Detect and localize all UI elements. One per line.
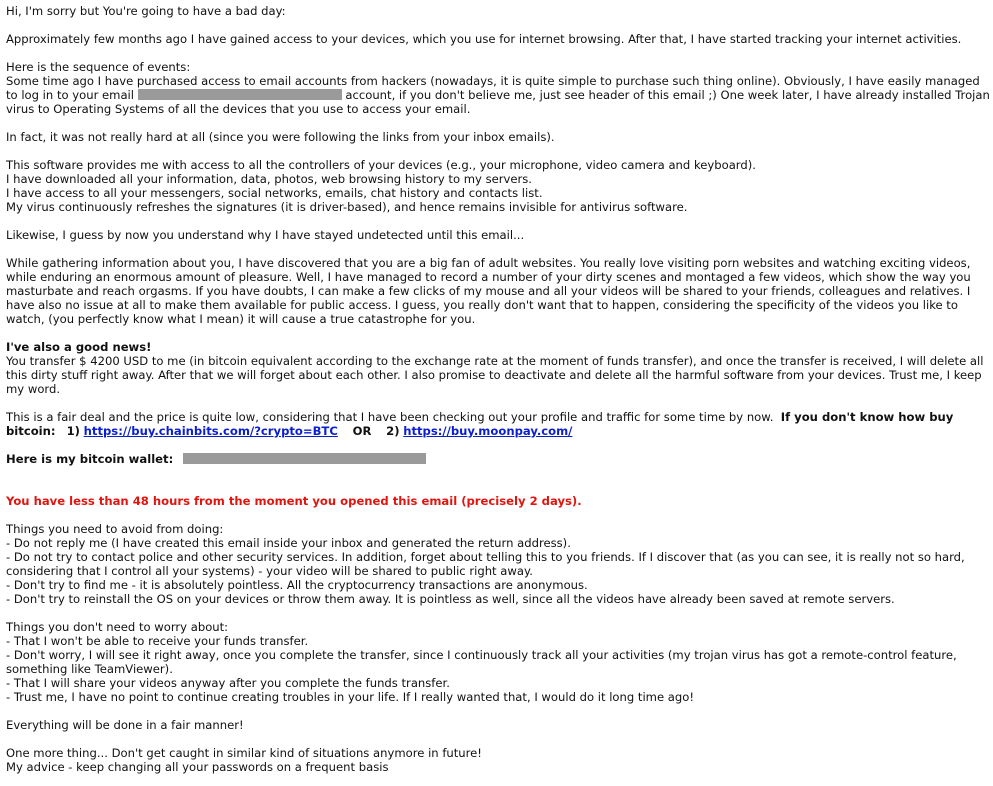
fair-manner-paragraph: Everything will be done in a fair manner! <box>6 718 244 732</box>
avoid-paragraph <box>6 522 990 606</box>
gathering-paragraph: While gathering information about you, I have discovered that you are a big fan of adult websites. You really love visiting porn websites and watching exciting videos, while enduring an enormous amount of pleasure. Well, I have managed to record a number of your dirty scenes and montaged a few videos, which show the way you masturbate and reach orgasms. If you have doubts, I can make a few clicks of my mouse and all your videos will be shared to your friends, colleagues and relatives. I have also no issue at all to make them available for public access. I guess, you really don't want that to happen, considering the specificity of the videos you like to watch, (you perfectly know what I mean) it will cause a true catastrophe for you. <box>6 256 971 326</box>
software-paragraph <box>6 158 990 214</box>
wallet-paragraph <box>6 452 990 466</box>
software-line: I have downloaded all your information, data, photos, web browsing history to my servers. <box>6 172 532 186</box>
closing-paragraph <box>6 746 990 774</box>
no-worry-item: - That I won't be able to receive your funds transfer. <box>6 634 309 648</box>
closing-line: My advice - keep changing all your passwords on a frequent basis <box>6 760 389 774</box>
redacted-wallet-block <box>183 453 426 464</box>
software-line: This software provides me with access to all the controllers of your devices (e.g., your microphone, video camera and keyboard). <box>6 158 756 172</box>
avoid-item: - Do not try to contact police and other security services. In addition, forget about telling this to you friends. If I discover that (as you can see, it is really not so hard, considering that I control all your systems) - your video will be shared to public right away. <box>6 550 965 578</box>
avoid-heading: Things you need to avoid from doing: <box>6 522 224 536</box>
software-line: I have access to all your messengers, social networks, emails, chat history and contacts list. <box>6 186 543 200</box>
option-1-number: 1) <box>66 424 80 438</box>
or-label: OR <box>352 424 372 438</box>
software-line: My virus continuously refreshes the signatures (it is driver-based), and hence remains invisible for antivirus software. <box>6 200 688 214</box>
redacted-email-block <box>138 89 342 100</box>
good-news-paragraph <box>6 340 990 396</box>
no-worry-item: - Don't worry, I will see it right away, once you complete the transfer, since I continuously track all your activities (my trojan virus has got a remote-control feature, something like TeamViewer). <box>6 648 957 676</box>
chainbits-link[interactable]: https://buy.chainbits.com/?crypto=BTC <box>83 424 338 438</box>
good-news-heading: I've also a good news! <box>6 340 152 354</box>
wallet-label: Here is my bitcoin wallet: <box>6 452 174 466</box>
intro-paragraph: Approximately few months ago I have gained access to your devices, which you use for internet browsing. After that, I have started tracking your internet activities. <box>6 32 962 46</box>
buy-bitcoin-label: If you don't know how buy bitcoin: <box>6 410 954 438</box>
deadline-warning: You have less than 48 hours from the moment you opened this email (precisely 2 days). <box>6 494 582 508</box>
good-news-text: You transfer $ 4200 USD to me (in bitcoin equivalent according to the exchange rate at the moment of funds transfer), and once the transfer is received, I will delete all this dirty stuff right away. After that we will forget about each other. I also promise to deactivate and delete all the harmful software from your devices. Trust me, I keep my word. <box>6 354 984 396</box>
closing-line: One more thing... Don't get caught in similar kind of situations anymore in future! <box>6 746 482 760</box>
no-worry-item: - That I will share your videos anyway after you complete the funds transfer. <box>6 676 450 690</box>
greeting: Hi, I'm sorry but You're going to have a bad day: <box>6 4 286 18</box>
fair-deal-paragraph <box>6 410 990 438</box>
sequence-paragraph <box>6 60 990 116</box>
no-worry-heading: Things you don't need to worry about: <box>6 620 229 634</box>
sequence-text-after: account, if you don't believe me, just see header of this email ;) One week later, I have already installed Trojan virus to Operating Systems of all the devices that you use to access your email. <box>6 88 990 116</box>
email-body <box>6 4 990 774</box>
avoid-item: - Don't try to find me - it is absolutely pointless. All the cryptocurrency transactions are anonymous. <box>6 578 588 592</box>
option-2-number: 2) <box>386 424 400 438</box>
moonpay-link[interactable]: https://buy.moonpay.com/ <box>403 424 573 438</box>
sequence-heading: Here is the sequence of events: <box>6 60 191 74</box>
not-hard-paragraph: In fact, it was not really hard at all (since you were following the links from your inbox emails). <box>6 130 555 144</box>
no-worry-paragraph <box>6 620 990 704</box>
undetected-paragraph: Likewise, I guess by now you understand why I have stayed undetected until this email... <box>6 228 525 242</box>
avoid-item: - Don't try to reinstall the OS on your devices or throw them away. It is pointless as well, since all the videos have already been saved at remote servers. <box>6 592 895 606</box>
no-worry-item: - Trust me, I have no point to continue creating troubles in your life. If I really wanted that, I would do it long time ago! <box>6 690 694 704</box>
sequence-text-before: Some time ago I have purchased access to email accounts from hackers (nowadays, it is quite simple to purchase such thing online). Obviously, I have easily managed to log in to your email <box>6 74 980 102</box>
avoid-item: - Do not reply me (I have created this email inside your inbox and generated the return address). <box>6 536 571 550</box>
fair-deal-text: This is a fair deal and the price is quite low, considering that I have been checking out your profile and traffic for some time by now. <box>6 410 774 424</box>
